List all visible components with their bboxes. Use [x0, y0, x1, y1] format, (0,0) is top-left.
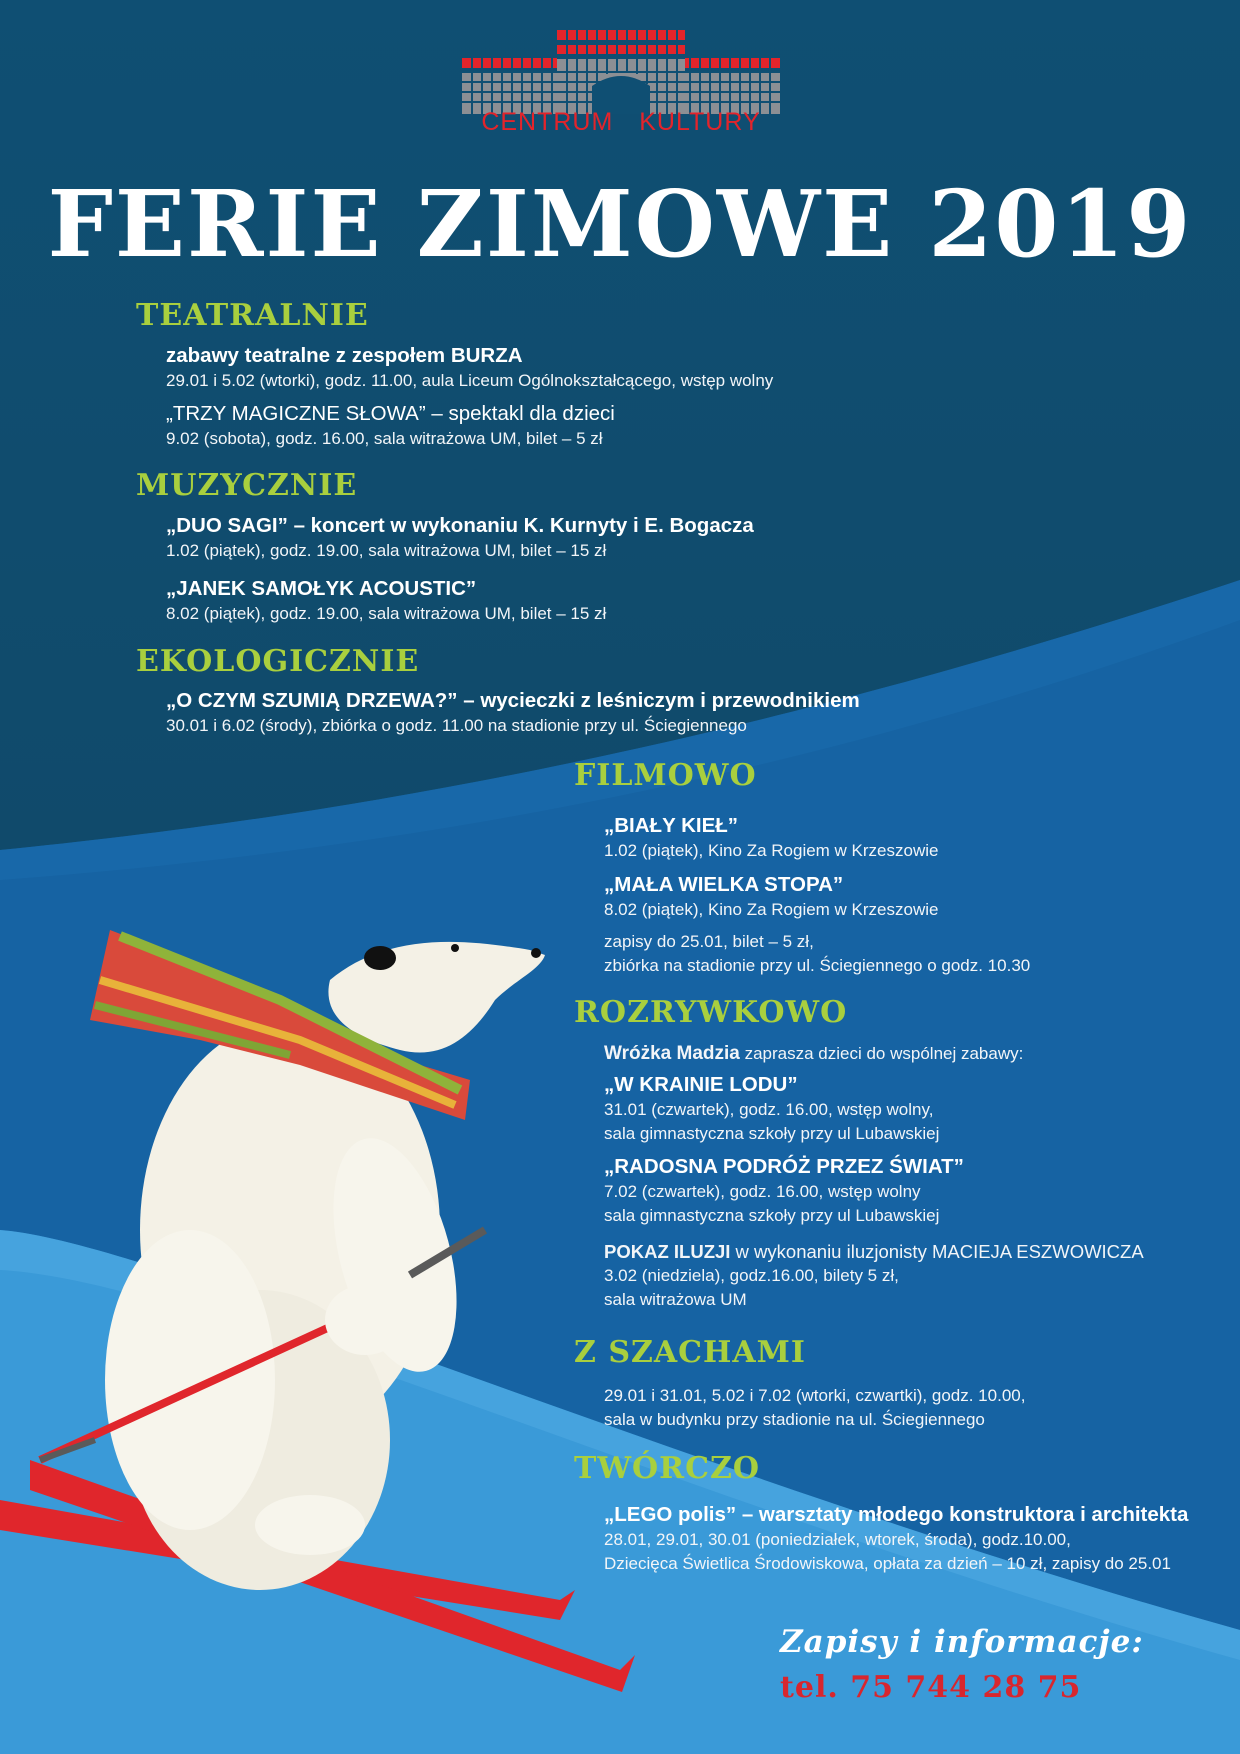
event-janek-samolyk — [166, 576, 606, 626]
note-line: zbiórka na stadionie przy ul. Ściegiennego o godz. 10.30 — [604, 956, 1031, 975]
event-details: sala w budynku przy stadionie na ul. Ściegiennego — [604, 1410, 985, 1429]
poster-title: FERIE ZIMOWE 2019 — [47, 170, 1193, 278]
event-details: 28.01, 29.01, 30.01 (poniedziałek, wtorek, środa), godz.10.00, — [604, 1530, 1071, 1549]
filmowo-note — [604, 930, 1030, 978]
event-szachy — [604, 1384, 1025, 1432]
event-title: zabawy teatralne z zespołem BURZA — [166, 344, 523, 367]
event-title: „W KRAINIE LODU” — [604, 1073, 798, 1096]
footer-label: Zapisy i informacje: — [780, 1624, 1144, 1660]
event-title: „LEGO polis” – warsztaty młodego konstruktora i architekta — [604, 1503, 1189, 1526]
event-details: 29.01 i 5.02 (wtorki), godz. 11.00, aula Liceum Ogólnokształcącego, wstęp wolny — [166, 371, 774, 390]
event-lego-polis — [604, 1502, 1188, 1576]
event-title: „JANEK SAMOŁYK ACOUSTIC” — [166, 577, 477, 600]
event-bialy-kiel — [604, 813, 938, 863]
event-title: „TRZY MAGICZNE SŁOWA” – spektakl dla dzieci — [166, 402, 615, 425]
event-details: 30.01 i 6.02 (środy), zbiórka o godz. 11.00 na stadionie przy ul. Ściegiennego — [166, 716, 747, 735]
event-burza — [166, 343, 773, 393]
event-details: sala gimnastyczna szkoły przy ul Lubawskiej — [604, 1124, 940, 1143]
event-details: 1.02 (piątek), Kino Za Rogiem w Krzeszowie — [604, 841, 939, 860]
event-duo-sagi — [166, 513, 754, 563]
event-details: 9.02 (sobota), godz. 16.00, sala witrażowa UM, bilet – 5 zł — [166, 429, 603, 448]
event-title: „BIAŁY KIEŁ” — [604, 814, 739, 837]
section-heading-z-szachami: Z SZACHAMI — [574, 1335, 806, 1370]
intro-rest: zaprasza dzieci do wspólnej zabawy: — [739, 1044, 1024, 1063]
event-mala-wielka-stopa — [604, 872, 938, 922]
section-heading-rozrywkowo: ROZRYWKOWO — [574, 995, 848, 1030]
event-details: 3.02 (niedziela), godz.16.00, bilety 5 zł, — [604, 1266, 899, 1285]
intro-bold: Wróżka Madzia — [604, 1043, 740, 1064]
event-title: „RADOSNA PODRÓŻ PRZEZ ŚWIAT” — [604, 1155, 964, 1178]
event-details: 8.02 (piątek), godz. 19.00, sala witrażowa UM, bilet – 15 zł — [166, 604, 607, 623]
pokaz-bold: POKAZ ILUZJI — [604, 1241, 731, 1262]
event-radosna-podroz — [604, 1154, 964, 1228]
event-details: Dziecięca Świetlica Środowiskowa, opłata za dzień – 10 zł, zapisy do 25.01 — [604, 1554, 1171, 1573]
event-title: „MAŁA WIELKA STOPA” — [604, 873, 844, 896]
event-details: 8.02 (piątek), Kino Za Rogiem w Krzeszowie — [604, 900, 939, 919]
event-trzy-magiczne-slowa — [166, 401, 615, 451]
event-title: „O CZYM SZUMIĄ DRZEWA?” – wycieczki z leśniczym i przewodnikiem — [166, 689, 860, 712]
rozrywkowo-intro — [604, 1042, 1023, 1066]
event-details: 31.01 (czwartek), godz. 16.00, wstęp wolny, — [604, 1100, 934, 1119]
event-details: 7.02 (czwartek), godz. 16.00, wstęp wolny — [604, 1182, 921, 1201]
event-details: sala gimnastyczna szkoły przy ul Lubawskiej — [604, 1206, 940, 1225]
section-heading-filmowo: FILMOWO — [574, 758, 757, 793]
event-title: „DUO SAGI” – koncert w wykonaniu K. Kurnyty i E. Bogacza — [166, 514, 754, 537]
section-heading-teatralnie: TEATRALNIE — [136, 298, 369, 333]
event-w-krainie-lodu — [604, 1072, 939, 1146]
footer-phone[interactable]: tel. 75 744 28 75 — [780, 1670, 1082, 1705]
section-heading-ekologicznie: EKOLOGICZNIE — [136, 644, 420, 679]
polar-bear-skier-illustration — [0, 900, 640, 1730]
event-o-czym-szumia-drzewa — [166, 688, 860, 738]
event-pokaz-iluzji — [604, 1240, 1144, 1312]
section-heading-muzycznie: MUZYCZNIE — [136, 468, 358, 503]
note-line: zapisy do 25.01, bilet – 5 zł, — [604, 932, 814, 951]
section-heading-tworczo: TWÓRCZO — [574, 1451, 760, 1486]
event-details: 1.02 (piątek), godz. 19.00, sala witrażowa UM, bilet – 15 zł — [166, 541, 607, 560]
event-details: sala witrażowa UM — [604, 1290, 747, 1309]
event-details: 29.01 i 31.01, 5.02 i 7.02 (wtorki, czwartki), godz. 10.00, — [604, 1386, 1026, 1405]
logo-text: CENTRUM KULTURY — [481, 108, 761, 136]
pokaz-rest: w wykonaniu iluzjonisty MACIEJA ESZWOWICZA — [730, 1241, 1144, 1262]
